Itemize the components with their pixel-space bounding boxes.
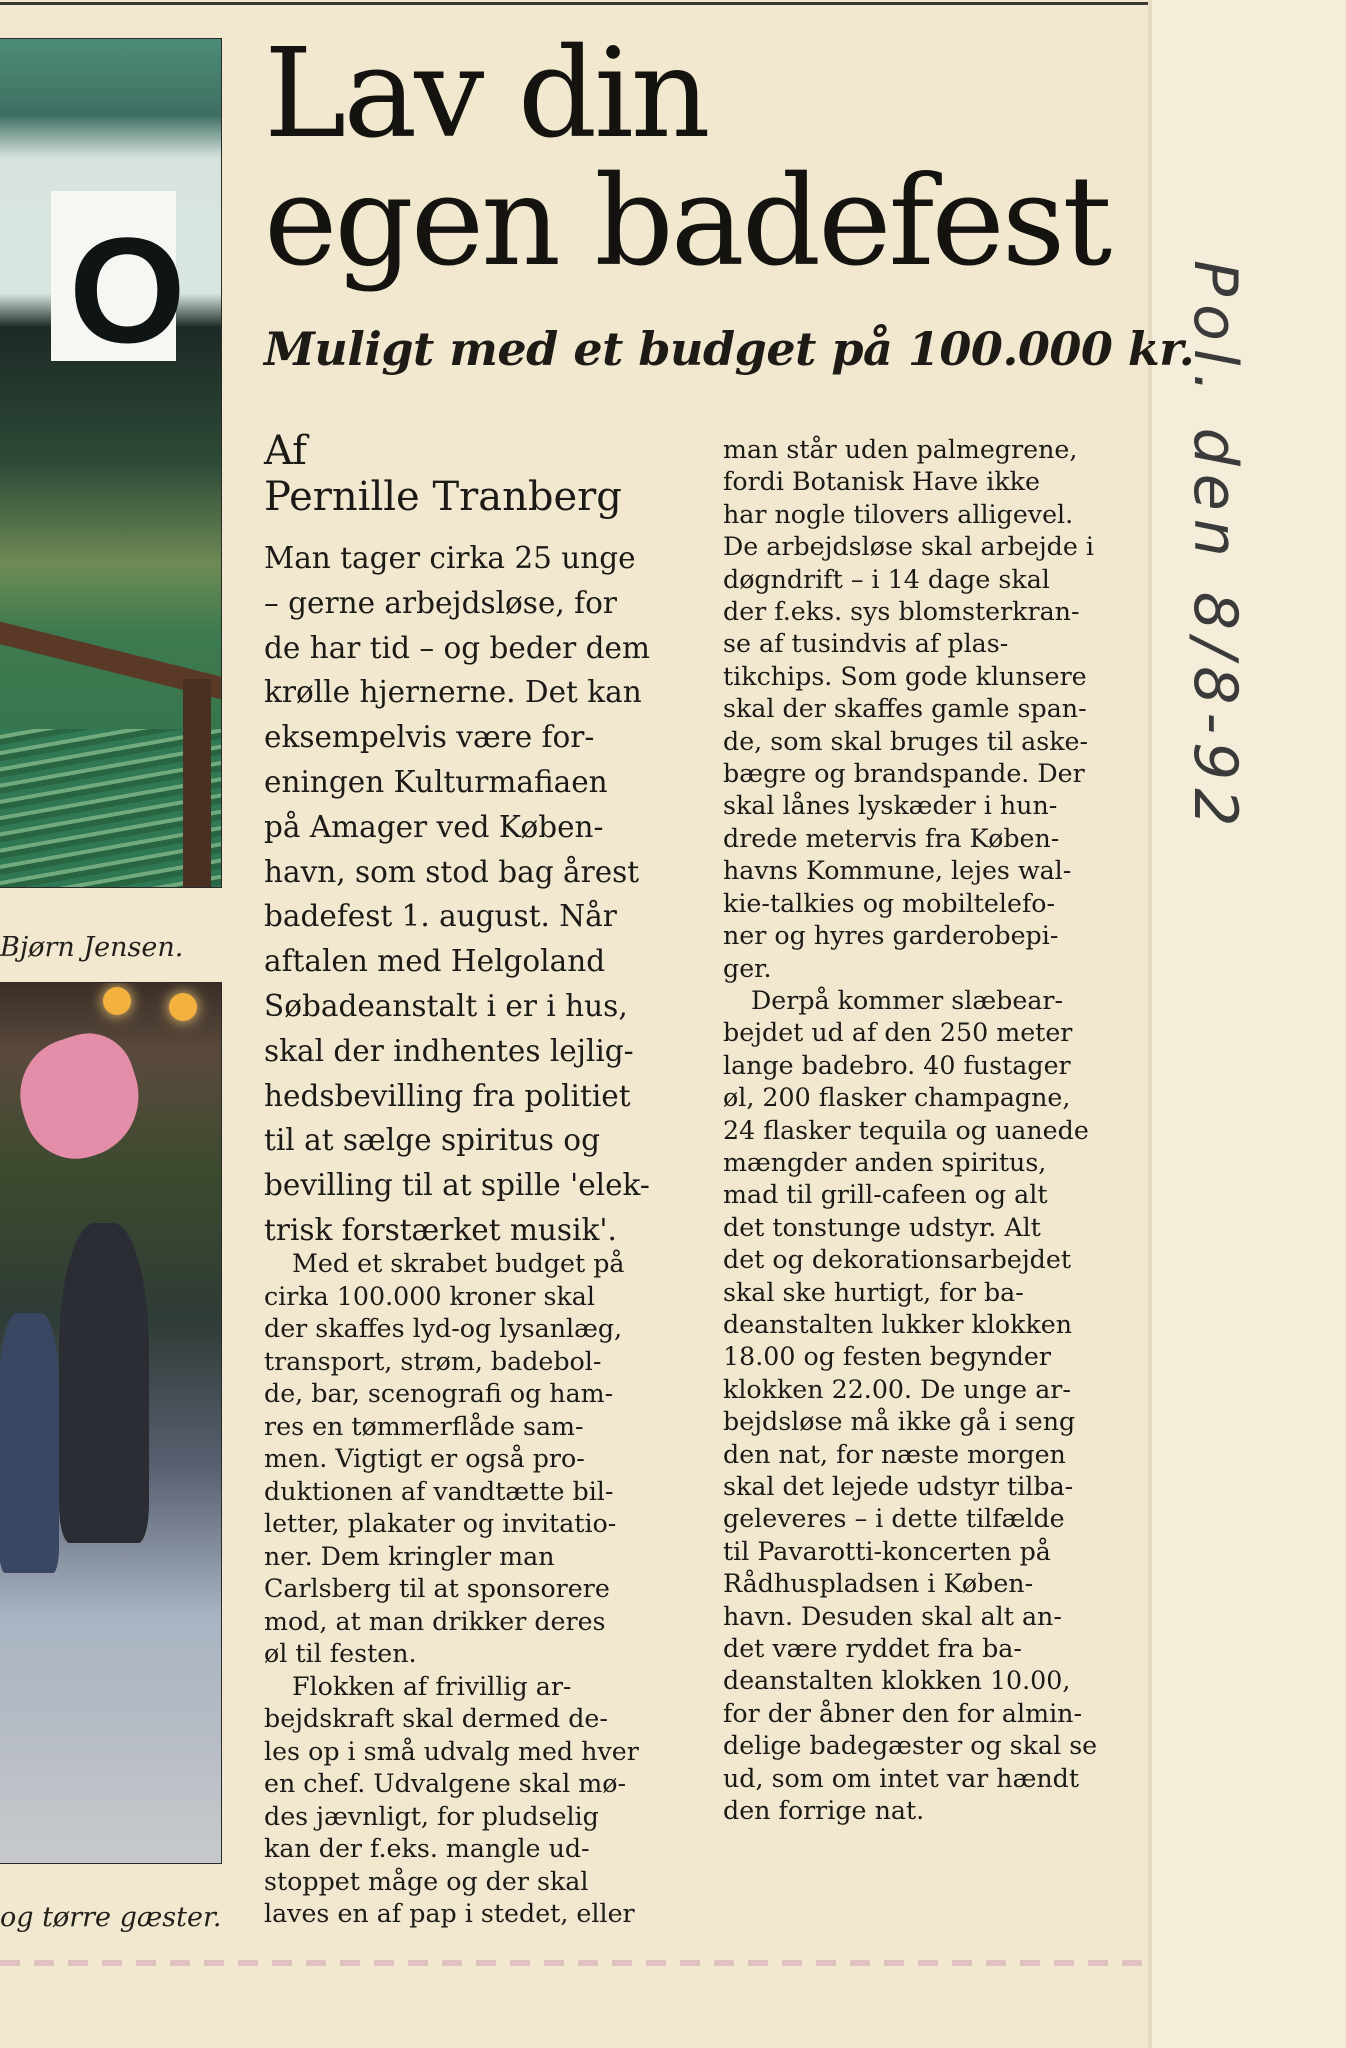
article-line: bevilling til at spille 'elek- <box>264 1168 650 1203</box>
article-line: Flokken af frivillig ar- <box>292 1671 572 1701</box>
article-line: Med et skrabet budget på <box>292 1249 625 1278</box>
article-line: tikchips. Som gode klunsere <box>723 661 1087 691</box>
article-line: klokken 22.00. De unge ar- <box>723 1374 1071 1404</box>
article-line: Carlsberg til at sponsorere <box>264 1574 610 1603</box>
headline-line-2: egen badefest <box>264 150 1110 294</box>
article-line: bejdet ud af den 250 meter <box>723 1018 1073 1048</box>
article-line: De arbejdsløse skal arbejde i <box>723 532 1094 562</box>
article-line: aftalen med Helgoland <box>264 944 606 979</box>
article-column-2 <box>723 434 1097 1827</box>
article-line: fordi Botanisk Have ikke <box>723 467 1040 497</box>
article-line: 24 flasker tequila og uanede <box>723 1115 1089 1145</box>
article-line: de, som skal bruges til aske- <box>723 726 1089 756</box>
headline-line-1: Lav din <box>264 22 708 166</box>
article-line: hedsbevilling fra politiet <box>264 1078 631 1113</box>
photo-bathhouse <box>0 38 222 888</box>
article-line: men. Vigtigt er også pro- <box>264 1444 585 1473</box>
article-line: eningen Kulturmafiaen <box>264 764 608 799</box>
article-line: Derpå kommer slæbear- <box>751 985 1064 1015</box>
article-line: ner. Dem kringler man <box>264 1541 555 1571</box>
article-line: der f.eks. sys blomsterkran- <box>723 597 1080 627</box>
photo-guest <box>59 1223 149 1543</box>
article-line: res en tømmerflåde sam- <box>264 1411 584 1441</box>
article-line: døgndrift – i 14 dage skal <box>723 564 1050 594</box>
article-line: bejdsløse må ikke gå i seng <box>723 1407 1076 1437</box>
article-line: det tonstunge udstyr. Alt <box>723 1212 1041 1242</box>
article-line: Rådhuspladsen i Køben- <box>723 1569 1034 1599</box>
article-line: på Amager ved Køben- <box>264 809 604 844</box>
article-line: krølle hjernerne. Det kan <box>264 675 642 710</box>
article-line: ud, som om intet var hændt <box>723 1763 1080 1793</box>
article-line: skal der indhentes lejlig- <box>264 1033 634 1068</box>
article-line: lange badebro. 40 fustager <box>723 1050 1071 1080</box>
handwritten-note: Pol. den 8/8-92 <box>1180 260 1250 835</box>
article-line: den forrige nat. <box>723 1796 925 1826</box>
photo-guest <box>0 1313 59 1573</box>
clipping-edge <box>1148 0 1152 2048</box>
article-line: ger. <box>723 953 772 983</box>
photo-party-guests <box>0 982 222 1864</box>
article-line: trisk forstærket musik'. <box>264 1212 617 1247</box>
article-line: les op i små udvalg med hver <box>264 1736 639 1766</box>
lantern-icon <box>169 993 197 1021</box>
article-line: bejdskraft skal dermed de- <box>264 1704 608 1733</box>
top-rule <box>0 2 1148 5</box>
lantern-icon <box>103 987 131 1015</box>
article-line: til Pavarotti-koncerten på <box>723 1536 1051 1566</box>
article-line: til at sælge spiritus og <box>264 1123 600 1158</box>
photo-post <box>183 679 211 888</box>
article-line: 18.00 og festen begynder <box>723 1342 1051 1372</box>
article-line: det være ryddet fra ba- <box>723 1634 1022 1664</box>
article-line: eksempelvis være for- <box>264 720 595 755</box>
article-line: havn, som stod bag årest <box>264 854 640 889</box>
photo-caption-top: Bjørn Jensen. <box>0 932 184 963</box>
article-line: delige badegæster og skal se <box>723 1731 1098 1761</box>
article-line: deanstalten lukker klokken <box>723 1309 1073 1339</box>
article-column-1 <box>264 1248 639 1931</box>
photo-caption-bottom: og tørre gæster. <box>0 1902 222 1933</box>
article-line: deanstalten klokken 10.00, <box>723 1666 1071 1696</box>
article-line: Man tager cirka 25 unge <box>264 541 636 575</box>
article-line: har nogle tilovers alligevel. <box>723 499 1074 529</box>
article-line: de, bar, scenografi og ham- <box>264 1379 614 1408</box>
article-line: des jævnligt, for pludselig <box>264 1801 599 1831</box>
article-line: Søbadeanstalt i er i hus, <box>264 988 628 1023</box>
article-line: kan der f.eks. mangle ud- <box>264 1834 590 1863</box>
byline-prefix: Af <box>264 428 307 474</box>
article-lead-column <box>264 536 650 1253</box>
article-line: det og dekorationsarbejdet <box>723 1245 1072 1275</box>
article-line: bægre og brandspande. Der <box>723 759 1085 789</box>
article-line: skal lånes lyskæder i hun- <box>723 791 1058 821</box>
photo-sign-letter: O <box>69 206 186 374</box>
article-line: for der åbner den for almin- <box>723 1698 1083 1728</box>
article-line: den nat, for næste morgen <box>723 1439 1066 1469</box>
photo-decoration-flower <box>5 1022 154 1173</box>
article-line: mad til grill-cafeen og alt <box>723 1180 1048 1210</box>
article-line: cirka 100.000 kroner skal <box>264 1281 595 1311</box>
article-line: badefest 1. august. Når <box>264 899 617 934</box>
article-line: – gerne arbejdsløse, for <box>264 585 617 620</box>
byline <box>264 428 622 520</box>
article-line: mængder anden spiritus, <box>723 1147 1047 1177</box>
article-line: duktionen af vandtætte bil- <box>264 1476 614 1506</box>
article-line: de har tid – og beder dem <box>264 630 650 665</box>
article-line: stoppet måge og der skal <box>264 1866 589 1896</box>
clipping-stain <box>0 1960 1148 1966</box>
article-line: laves en af pap i stedet, eller <box>264 1899 635 1928</box>
article-line: der skaffes lyd-og lysanlæg, <box>264 1314 623 1343</box>
article-line: letter, plakater og invitatio- <box>264 1509 617 1538</box>
article-line: transport, strøm, badebol- <box>264 1346 602 1376</box>
article-line: ner og hyres garderobepi- <box>723 921 1059 951</box>
article-line: skal det lejede udstyr tilba- <box>723 1472 1074 1501</box>
article-line: en chef. Udvalgene skal mø- <box>264 1769 627 1798</box>
byline-author: Pernille Tranberg <box>264 474 622 520</box>
article-line: man står uden palmegrene, <box>723 435 1078 464</box>
headline <box>264 22 1110 294</box>
article-line: skal ske hurtigt, for ba- <box>723 1277 1024 1307</box>
article-line: drede metervis fra Køben- <box>723 823 1060 853</box>
article-line: geleveres – i dette tilfælde <box>723 1504 1065 1534</box>
article-line: øl, 200 flasker champagne, <box>723 1083 1071 1113</box>
article-line: havns Kommune, lejes wal- <box>723 856 1072 886</box>
article-line: skal der skaffes gamle span- <box>723 694 1087 724</box>
article-line: havn. Desuden skal alt an- <box>723 1601 1062 1631</box>
subheadline: Muligt med et budget på 100.000 kr. <box>264 322 1195 376</box>
article-line: mod, at man drikker deres <box>264 1606 606 1636</box>
article-line: kie-talkies og mobiltelefo- <box>723 888 1056 918</box>
article-line: se af tusindvis af plas- <box>723 629 1009 659</box>
article-line: øl til festen. <box>264 1639 417 1668</box>
